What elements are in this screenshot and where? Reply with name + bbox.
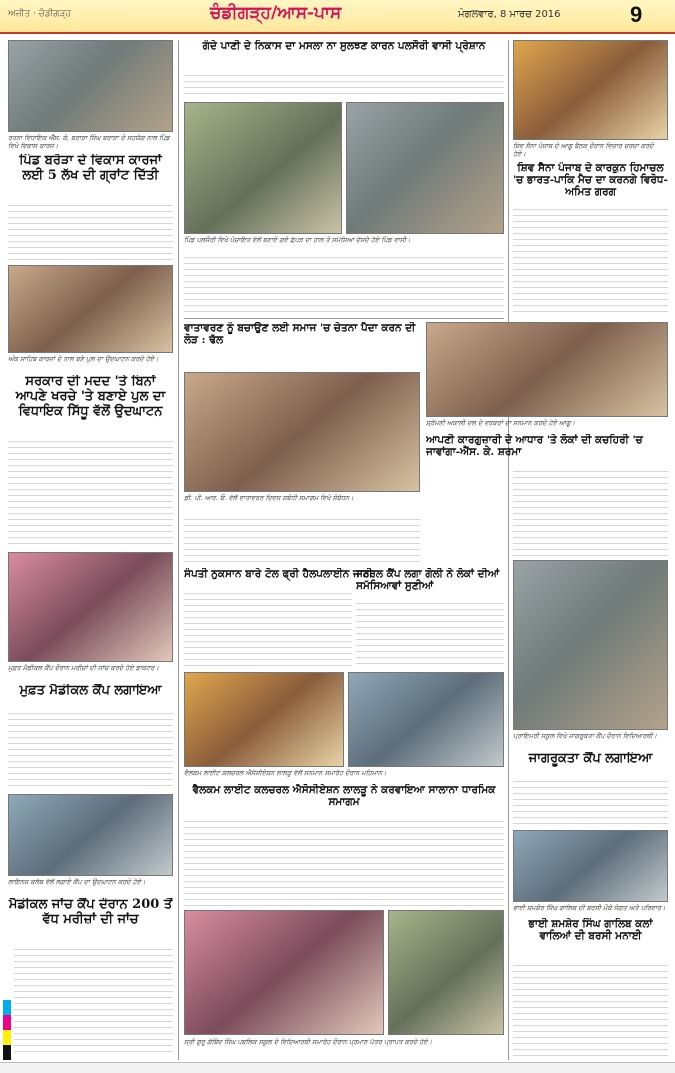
headline-left-4: ਮੈਡੀਕਲ ਜਾਂਚ ਕੈਂਪ ਦੌਰਾਨ 200 ਤੋਂ ਵੱਧ ਮਰੀਜ਼ਾਂ ਦੀ ਜਾਂਚ: [8, 898, 173, 927]
photo-left-1: [8, 40, 173, 132]
caption-right-1: ਸ਼ਿਵ ਸੈਨਾ ਪੰਜਾਬ ਦੇ ਆਗੂ ਬੈਠਕ ਦੌਰਾਨ ਵਿਚਾਰ ਚਰਚਾ ਕਰਦੇ ਹੋਏ।: [513, 142, 654, 159]
photo-center-env: [184, 372, 420, 492]
section-title: ਚੰਡੀਗੜ੍ਹ/ਆਸ-ਪਾਸ: [210, 3, 342, 23]
issue-date: ਮੰਗਲਵਾਰ, 8 ਮਾਰਚ 2016: [458, 9, 561, 20]
body-left-2: [8, 436, 173, 546]
body-left-3: [8, 708, 173, 788]
body-center-top: [184, 70, 504, 98]
photo-left-3: [8, 552, 173, 662]
headline-center-welcome: ਵੈਲਕਮ ਲਾਈਟ ਕਲਚਰਲ ਐਸੋਸੀਏਸ਼ਨ ਲਾਲੜੂ ਨੇ ਕਰਵਾਇਆ ਸਾਲਾਨਾ ਧਾਰਮਿਕ ਸਮਾਗਮ: [192, 784, 496, 809]
caption-center-bottom: ਸ੍ਰੀ ਗੁਰੂ ਗੋਬਿੰਦ ਸਿੰਘ ਪਬਲਿਕ ਸਕੂਲ ਦੇ ਵਿਦਿਆਰਥੀ ਸਮਾਰੋਹ ਦੌਰਾਨ ਪ੍ਰਮਾਣ ਪੱਤਰ ਪ੍ਰਾਪਤ ਕਰਦੇ ਹੋਏ।: [184, 1038, 433, 1046]
photo-left-2: [8, 265, 173, 353]
caption-left-1: ਰਤਨਾ ਵਿਧਾਇਕ ਐੱਸ. ਕੇ. ਬਰਾੜਾ ਸਿੰਘ ਬਰਾੜਾ ਦੇ ਸਹਯੋਗ ਨਾਲ ਪਿੰਡ ਵਿਖੇ ਵਿਕਾਸ ਕਾਰਜ।: [8, 134, 170, 151]
headline-center-env: ਵਾਤਾਵਰਣ ਨੂੰ ਬਚਾਉਣ ਲਈ ਸਮਾਜ 'ਚ ਚੇਤਨਾ ਪੈਦਾ ਕਰਨ ਦੀ ਲੋੜ : ਢੱਲ: [184, 322, 416, 347]
rule-center-1: [184, 318, 504, 319]
caption-left-3: ਮੁਫ਼ਤ ਮੈਡੀਕਲ ਕੈਂਪ ਦੌਰਾਨ ਮਰੀਜ਼ਾਂ ਦੀ ਜਾਂਚ ਕਰਦੇ ਹੋਏ ਡਾਕਟਰ।: [8, 664, 159, 672]
headline-center-top: ਗੰਦੇ ਪਾਣੀ ਦੇ ਨਿਕਾਸ ਦਾ ਮਸਲਾ ਨਾ ਸੁਲਝਣ ਕਾਰਨ ਪਲਸੌਰੀ ਵਾਸੀ ਪ੍ਰੇਸ਼ਾਨ: [202, 40, 486, 52]
body-center-welcome: [184, 816, 504, 906]
photo-right-2: [426, 322, 668, 417]
body-center-helpline: [184, 588, 352, 668]
body-right-1: [513, 204, 668, 316]
headline-center-camp: ਜਨਰਲ ਕੈਂਪ ਲਗਾ ਗੋਲੀ ਨੇ ਲੋਕਾਂ ਦੀਆਂ ਸਮੱਸਿਆਵਾਂ ਸੁਣੀਆਂ: [356, 568, 500, 593]
column-rule-1: [178, 40, 179, 1060]
caption-left-2: ਅੰਕ ਸਾਹਿਬ ਕਾਰਜਾਂ ਦੇ ਨਾਲ ਬਣੇ ਪੁਲ ਦਾ ਉਦਘਾਟਨ ਕਰਦੇ ਹੋਏ।: [8, 355, 159, 363]
headline-right-3: ਜਾਗਰੂਕਤਾ ਕੈਂਪ ਲਗਾਇਆ: [528, 752, 653, 766]
body-right-2: [513, 466, 668, 556]
caption-center-top: ਪਿੰਡ ਪਲਸੌਰੀ ਵਿਖੇ ਪੰਚਾਇਤ ਵੱਲੋਂ ਬਣਾਏ ਗਏ ਛੱਪੜ ਦਾ ਹਾਲ ਤੇ ਸਮੱਸਿਆ ਦੱਸਦੇ ਹੋਏ ਪਿੰਡ ਵਾਸੀ।: [184, 236, 411, 244]
body-center-camp: [356, 598, 504, 668]
headline-center-helpline: ਸੰਪਤੀ ਨੁਕਸਾਨ ਬਾਰੇ ਟੋਲ ਫ੍ਰੀ ਹੈਲਪਲਾਈਨ ਜਾਰੀ: [184, 568, 373, 580]
headline-left-2: ਸਰਕਾਰ ਦੀ ਮਦਦ 'ਤੇ ਬਿਨਾਂ ਆਪਣੇ ਖਰਚੇ 'ਤੇ ਬਣਾਏ ਪੁਲ ਦਾ ਵਿਧਾਇਕ ਸਿੱਧੂ ਵੱਲੋਂ ਉਦਘਾਟਨ: [15, 375, 166, 419]
photo-left-4: [8, 794, 173, 876]
body-left-4: [14, 944, 173, 1056]
page-footer-strip: [0, 1062, 675, 1073]
body-center-env: [184, 514, 420, 564]
photo-center-welcome-1: [184, 672, 344, 767]
headline-left-1: ਪਿੰਡ ਬਰੋੜਾ ਦੇ ਵਿਕਾਸ ਕਾਰਜਾਂ ਲਈ 5 ਲੱਖ ਦੀ ਗ੍ਰਾਂਟ ਦਿੱਤੀ: [19, 154, 162, 183]
caption-left-4: ਲਾਇਨਜ਼ ਕਲੱਬ ਵੱਲੋਂ ਲਗਾਏ ਕੈਂਪ ਦਾ ਉਦਘਾਟਨ ਕਰਦੇ ਹੋਏ।: [8, 878, 146, 886]
caption-center-env: ਡੀ. ਪੀ. ਆਰ. ਓ. ਵੱਲੋਂ ਵਾਤਾਵਰਣ ਦਿਵਸ ਸਬੰਧੀ ਸਮਾਗਮ ਵਿਖੇ ਸੰਬੋਧਨ।: [184, 494, 354, 502]
caption-right-4: ਭਾਈ ਸ਼ਮਸ਼ੇਰ ਸਿੰਘ ਗਾਲਿਬ ਦੀ ਬਰਸੀ ਮੌਕੇ ਸੰਗਤ ਅਤੇ ਪਰਿਵਾਰ।: [513, 904, 666, 912]
photo-right-1: [513, 40, 668, 140]
photo-center-top-1: [184, 102, 342, 234]
headline-right-2: ਆਪਣੀ ਕਾਰਗੁਜ਼ਾਰੀ ਦੇ ਆਧਾਰ 'ਤੇ ਲੋਕਾਂ ਦੀ ਕਚਹਿਰੀ 'ਚ ਜਾਵਾਂਗਾ-ਐੱਸ. ਕੇ. ਸ਼ਰਮਾ: [426, 434, 643, 459]
photo-right-4: [513, 830, 668, 902]
body-right-4: [513, 960, 668, 1056]
caption-center-welcome: ਵੈਲਕਮ ਲਾਈਟ ਕਲਚਰਲ ਐਸੋਸੀਏਸ਼ਨ ਲਾਲੜੂ ਵੱਲੋਂ ਸਨਮਾਨ ਸਮਾਰੋਹ ਦੌਰਾਨ ਮਹਿਮਾਨ।: [184, 769, 387, 777]
photo-center-welcome-2: [348, 672, 504, 767]
headline-left-3: ਮੁਫ਼ਤ ਮੈਡੀਕਲ ਕੈਂਪ ਲਗਾਇਆ: [19, 684, 162, 698]
photo-center-bottom-1: [184, 910, 384, 1035]
color-registration-bar: [3, 1000, 11, 1060]
photo-center-bottom-2: [388, 910, 504, 1035]
headline-right-4: ਭਾਈ ਸ਼ਮਸ਼ੇਰ ਸਿੰਘ ਗਾਲਿਬ ਕਲਾਂ ਵਾਲਿਆਂ ਦੀ ਬਰਸੀ ਮਨਾਈ: [528, 918, 653, 943]
photo-right-3: [513, 560, 668, 730]
body-left-1: [8, 200, 173, 260]
page-number: 9: [630, 2, 643, 27]
headline-right-1: ਸ਼ਿਵ ਸੈਨਾ ਪੰਜਾਬ ਦੇ ਕਾਰਕੁਨ ਹਿਮਾਚਲ 'ਚ ਭਾਰਤ-ਪਾਕਿ ਮੈਚ ਦਾ ਕਰਨਗੇ ਵਿਰੋਧ-ਅਮਿਤ ਗਰਗ: [513, 162, 668, 199]
body-right-3: [513, 776, 668, 826]
column-rule-2: [508, 40, 509, 1060]
paper-name: ਅਜੀਤ · ਚੰਡੀਗੜ੍ਹ: [8, 9, 71, 19]
caption-right-3: ਪ੍ਰਾਇਮਰੀ ਸਕੂਲ ਵਿਖੇ ਜਾਗਰੂਕਤਾ ਕੈਂਪ ਦੌਰਾਨ ਵਿਦਿਆਰਥੀ।: [513, 732, 657, 740]
masthead: [0, 0, 675, 34]
photo-center-top-2: [346, 102, 504, 234]
body-center-top-2: [184, 252, 504, 312]
caption-right-2: ਸ਼੍ਰੋਮਣੀ ਅਕਾਲੀ ਦਲ ਦੇ ਵਰਕਰਾਂ ਦਾ ਸਨਮਾਨ ਕਰਦੇ ਹੋਏ ਆਗੂ।: [426, 419, 575, 427]
